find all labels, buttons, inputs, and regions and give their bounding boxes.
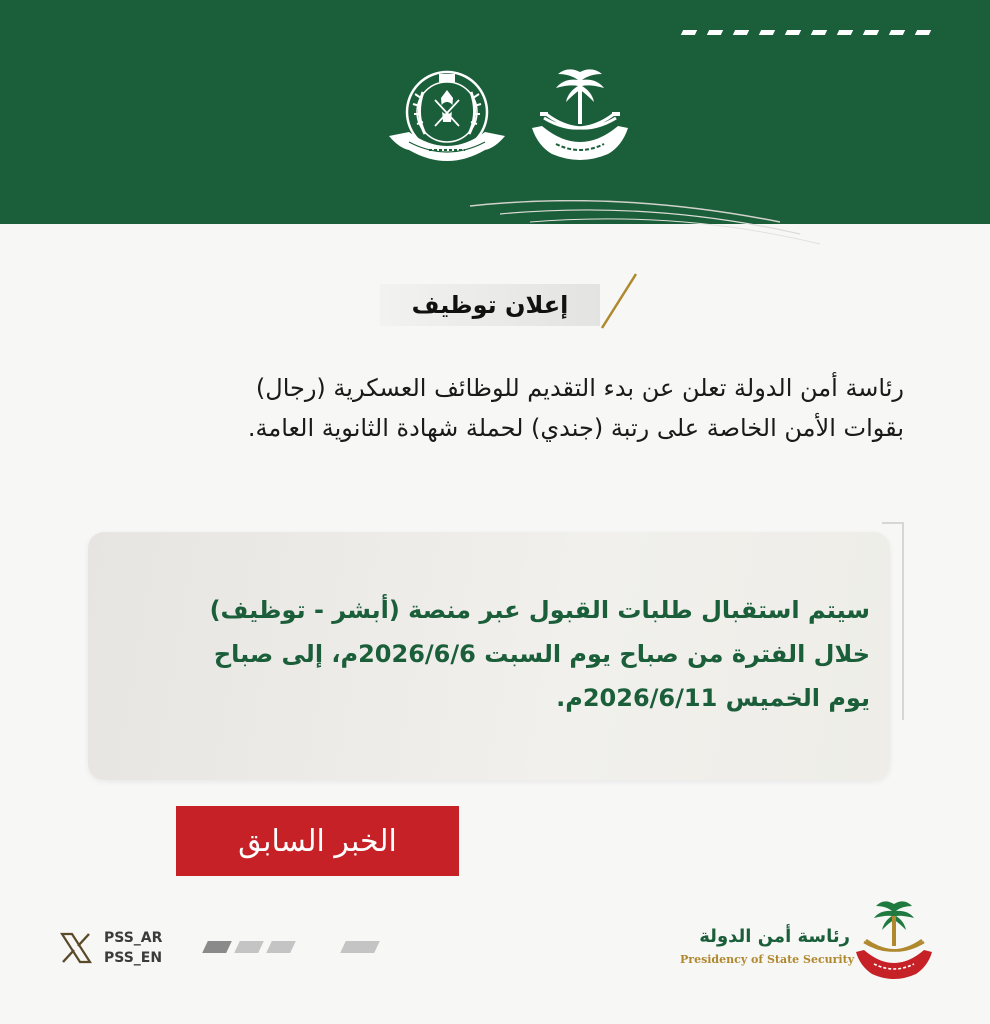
presidency-logo-emblem (852, 896, 936, 988)
footer-decorative-dash (340, 941, 380, 953)
title-banner (380, 284, 600, 326)
announcement-intro (60, 368, 904, 448)
info-line: سيتم استقبال طلبات القبول عبر منصة (أبشر - توظيف) (209, 596, 870, 624)
info-line: خلال الفترة من صباح يوم السبت 2026/6/6م، إلى صباح (213, 640, 870, 668)
social-handle-ar[interactable]: PSS_AR (104, 930, 163, 946)
org-name-arabic: رئاسة أمن الدولة (699, 926, 850, 947)
decorative-waves (0, 200, 990, 270)
special-security-forces-emblem (385, 64, 509, 168)
card-accent-line (882, 522, 904, 524)
decorative-dashes (682, 30, 930, 35)
footer-decorative-dashes (205, 941, 293, 953)
application-info-text (110, 588, 870, 720)
intro-line: رئاسة أمن الدولة تعلن عن بدء التقديم للوظائف العسكرية (رجال) (255, 374, 904, 402)
org-name-english: Presidency of State Security (680, 953, 855, 966)
x-icon[interactable] (58, 930, 94, 966)
header-banner (0, 0, 990, 224)
info-line: يوم الخميس 2026/6/11م. (556, 684, 870, 712)
intro-line: بقوات الأمن الخاصة على رتبة (جندي) لحملة شهادة الثانوية العامة. (247, 414, 904, 442)
title-accent-line (596, 270, 644, 334)
card-accent-line (902, 522, 904, 720)
previous-news-button[interactable]: الخبر السابق (176, 806, 459, 876)
social-handles (104, 928, 162, 968)
page-title: إعلان توظيف (411, 291, 569, 319)
social-handle-en[interactable]: PSS_EN (104, 950, 163, 966)
palm-swords-emblem (528, 62, 632, 172)
